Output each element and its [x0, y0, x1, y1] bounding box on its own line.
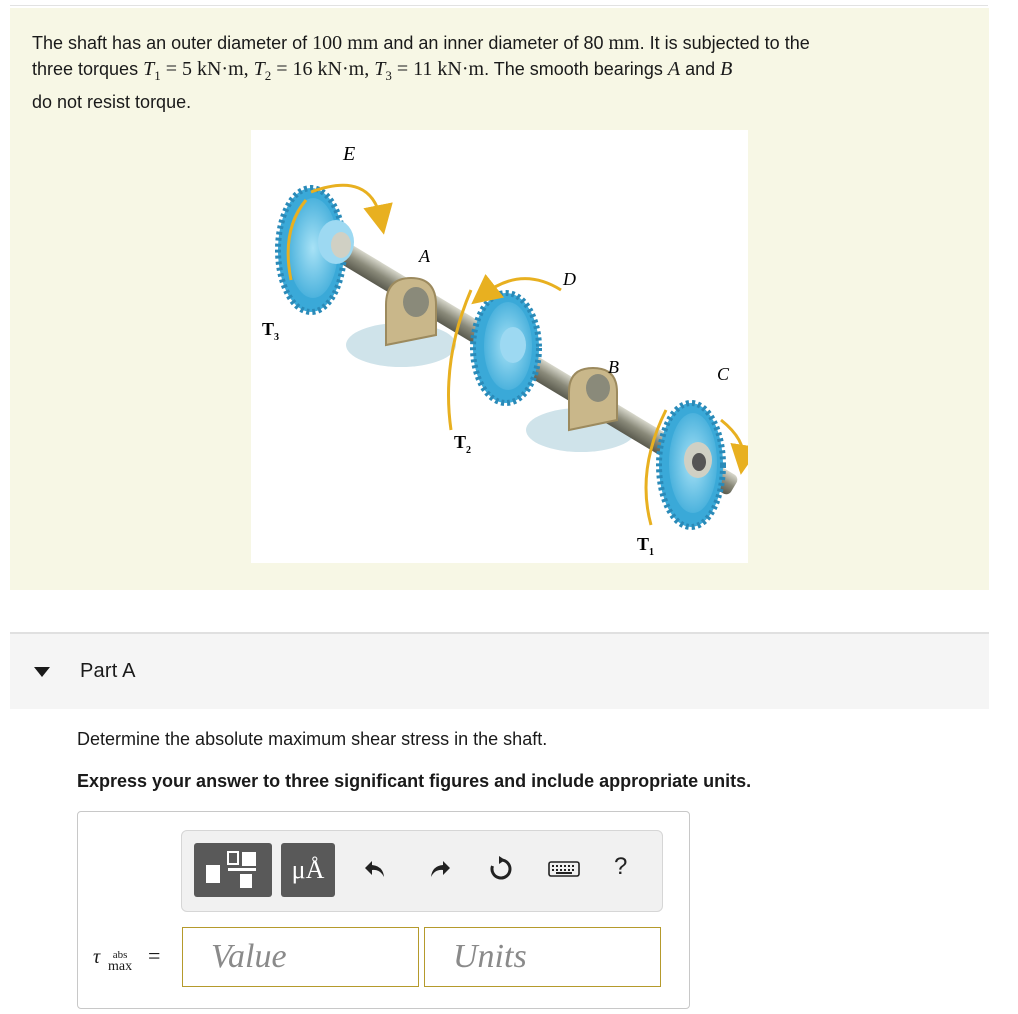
reset-icon[interactable]	[487, 855, 515, 883]
torque-arrow-t2	[483, 279, 561, 295]
tau-subscript: abs max	[108, 949, 133, 974]
bearing-b	[569, 368, 617, 430]
bearing-a	[386, 278, 436, 345]
label-e: E	[343, 143, 356, 165]
units-button[interactable]: μÅ	[281, 843, 335, 897]
problem-text: The shaft has an outer diameter of 100 mm and an inner diameter of 80 mm. It is subjected to the three torques $T_1 = 5$ kN·m, $T_2 = 16$ kN·m, $T_3 = 11$ kN·m. The smooth bearings A and B do not resist torque.	[32, 32, 810, 112]
templates-icon	[194, 843, 272, 897]
help-button[interactable]: ?	[614, 853, 628, 880]
templates-button[interactable]	[194, 843, 272, 897]
redo-icon[interactable]	[425, 855, 453, 883]
equals-sign: =	[148, 943, 161, 968]
undo-icon[interactable]	[362, 855, 390, 883]
label-t3: $T_3$	[262, 319, 280, 343]
problem-statement-panel	[10, 8, 989, 590]
part-title: Part A	[80, 660, 136, 682]
part-a-header[interactable]	[10, 634, 989, 709]
label-a: A	[419, 246, 430, 266]
question-text: Determine the absolute maximum shear stress in the shaft.	[77, 729, 548, 749]
top-divider	[10, 5, 988, 6]
answer-box	[77, 811, 690, 1009]
tau-symbol: τ	[93, 946, 101, 968]
label-t1: $T_1$	[637, 534, 655, 558]
gear-d	[473, 293, 539, 403]
torque-arrow-t1	[721, 420, 743, 460]
gear-c	[659, 403, 723, 527]
instruction-text: Express your answer to three significant figures and include appropriate units.	[77, 771, 752, 791]
label-b: B	[608, 357, 619, 377]
math-toolbar	[181, 830, 663, 912]
keyboard-icon[interactable]	[547, 855, 581, 883]
collapse-caret-icon[interactable]	[34, 667, 50, 677]
label-c: C	[717, 364, 730, 384]
label-t2: $T_2$	[454, 432, 472, 456]
units-input[interactable]	[424, 927, 661, 987]
shaft-diagram	[251, 130, 748, 563]
value-input[interactable]	[182, 927, 419, 987]
label-d: D	[563, 269, 576, 289]
shaft-figure	[251, 130, 748, 563]
